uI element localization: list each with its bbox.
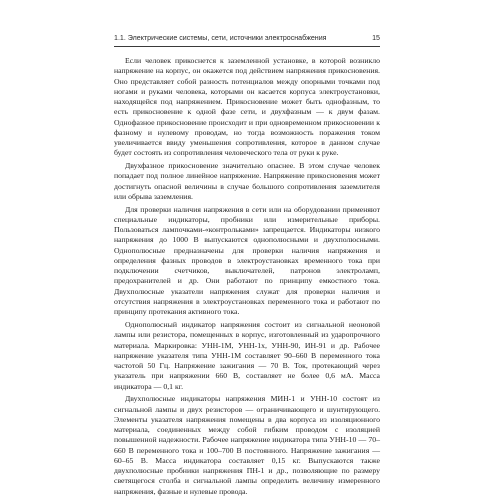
paragraph-single-pole-indicator: Однополюсный индикатор напряжения состоит из сигнальной неоновой лампы или резистора, помещенных в корпус, изготовленный из ударопрочного материала. Маркировка: УНН-1М, УНН-1х, УНН-90, ИН-91 и др. Рабочее напряжение указателя типа УНН-1М составляет 90–660 В переменного тока частотой 50 Гц. Напряжение зажигания — 70 В. Ток, протекающий через указатель при напряжении 660 В, составляет не более 0,6 мА. Масса индикатора — 0,1 кг. [114,320,380,391]
paragraph-voltage-indicators: Для проверки наличия напряжения в сети или на оборудовании применяют специальные индикаторы, пробники или измерительные приборы. Пользоваться лампочками-«контрольками» запрещается. Индикаторы низкого напряжения до 1000 В выпускаются однополюсными и двухполюсными. Однополюсные предназначены для проверки наличия напряжения и определения фазных проводов в электроустановках временного тока при подключении счетчиков, выключателей, патронов электроламп, предохранителей и др. Они работают по принципу емкостного тока. Двухполюсные указатели напряжения служат для проверки наличия и отсутствия напряжения в электроустановках переменного тока и работают по принципу протекания активного тока. [114,204,380,317]
header-divider [114,46,380,47]
body-text [114,56,380,499]
page-number: 15 [372,34,380,42]
running-header [114,32,380,45]
paragraph-two-pole-indicators: Двухполюсные индикаторы напряжения МИН-1 и УНН-10 состоят из сигнальной лампы и двух резисторов — ограничивающего и шунтирующего. Элементы указателя напряжения помещены в два корпуса из изоляционного материала, соединенных между собой гибким проводом с изоляцией повышенной надежности. Рабочее напряжение индикатора типа УНН-10 — 70–660 В переменного тока и 100–700 В постоянного. Напряжение зажигания — 60–65 В. Масса индикатора составляет 0,15 кг. Выпускаются также двухполюсные пробники напряжения ПН-1 и др., позволяющие по размеру светящегося столба и сигнальной лампы определить величину измеренного напряжения, фазные и нулевые провода. [114,394,380,496]
running-header-title: 1.1. Электрические системы, сети, источники электроснабжения [114,34,327,42]
paragraph-two-phase-contact: Двухфазное прикосновение значительно опаснее. В этом случае человек попадает под полное линейное напряжение. Напряжение прикосновения может достигнуть опасной величины в случае большого сопротивления заземлителя или обрыва заземления. [114,161,380,201]
paragraph-touch-voltage: Если человек прикоснется к заземленной установке, в которой возникло напряжение на корпус, он окажется под действием напряжения прикосновения. Оно представляет собой разность потенциалов между опорными точками под ногами и руками человека, которыми он касается корпуса электроустановки, находящейся под напряжением. Прикосновение может быть однофазным, то есть прикосновение к одной фазе сети, и двухфазным — к двум фазам. Однофазное прикосновение происходит и при одновременном прикосновении к фазному и нулевому проводам, но тогда возможность поражения током увеличивается ввиду уменьшения сопротивления, которое в данном случае будет состоять из сопротивления человеческого тела от руки к руке. [114,56,380,158]
